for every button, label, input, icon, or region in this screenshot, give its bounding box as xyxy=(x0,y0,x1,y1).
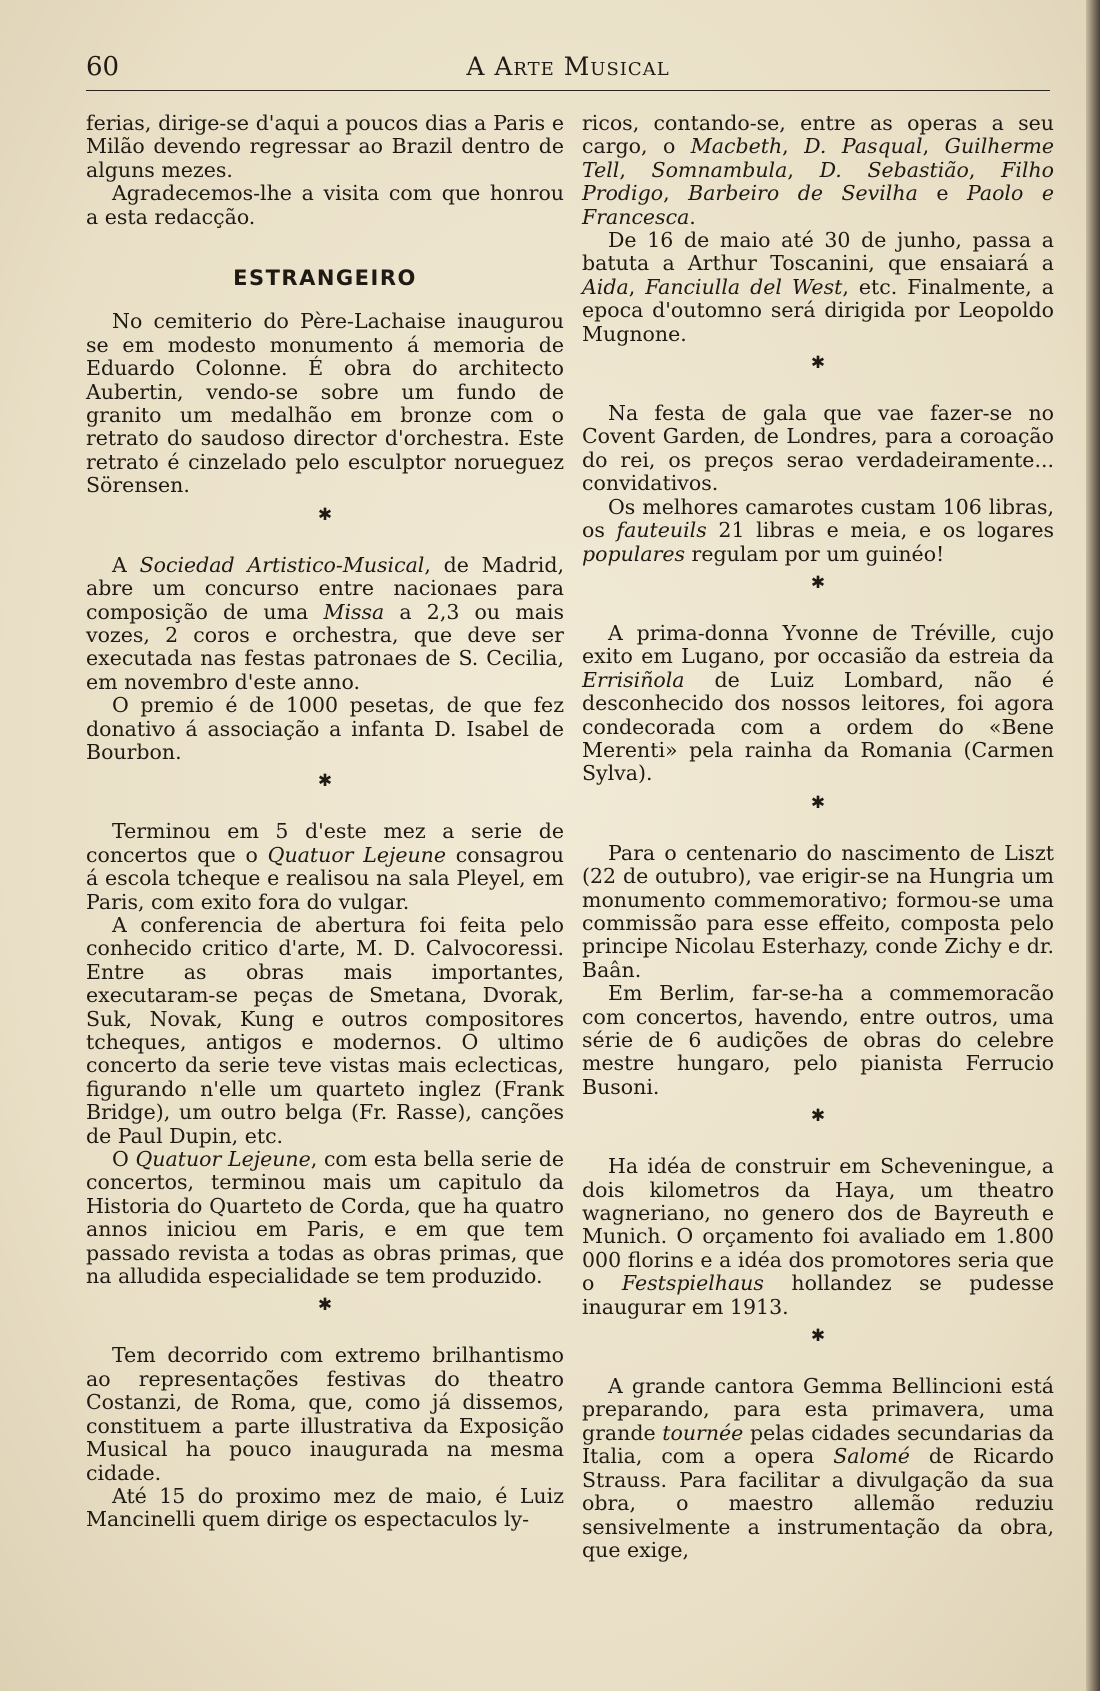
asterism-separator: ✱ xyxy=(810,1106,826,1127)
asterism-separator: ✱ xyxy=(810,353,826,374)
paragraph: A Sociedad Artistico-Musical, de Madrid, abre um concurso entre nacionaes para composição de uma Missa a 2,3 ou mais vozes, 2 coros e orchestra, que deve ser executada nas festas patronaes de S. Cecilia, em novembro d'este anno. xyxy=(86,552,564,694)
paragraph: No cemiterio do Père-Lachaise inaugurou se em modesto monumento á memoria de Eduardo Colonne. É obra do architecto Aubertin, vendo-se sobre um fundo de granito um medalhão em bronze com o retrato do saudoso director d'orchestra. Este retrato é cinzelado pelo esculptor norueguez Sörensen. xyxy=(86,309,564,498)
paragraph: Em Berlim, far-se-ha a commemoracão com concertos, havendo, entre outros, uma série de 6 audições de obras do celebre mestre hungaro, pelo pianista Ferrucio Busoni. xyxy=(582,981,1054,1099)
asterism-separator: ✱ xyxy=(810,1326,826,1347)
paragraph: O Quatuor Lejeune, com esta bella serie de concertos, terminou mais um capitulo da Historia do Quarteto de Corda, que ha quatro annos iniciou em Paris, e em que tem passado revista a todas as obras primas, que na alludida especialidade se tem produzido. xyxy=(86,1147,564,1289)
paragraph: Terminou em 5 d'este mez a serie de concertos que o Quatuor Lejeune consagrou á escola tcheque e realisou na sala Pleyel, em Paris, com exito fora do vulgar. xyxy=(86,819,564,914)
right-column xyxy=(582,112,1054,1562)
page-header xyxy=(86,46,1050,86)
asterism-separator: ✱ xyxy=(810,792,826,813)
paragraph: A grande cantora Gemma Bellincioni está preparando, para esta primavera, uma grande tournée pelas cidades secundarias da Italia, com a opera Salomé de Ricardo Strauss. Para facilitar a divulgação da sua obra, o maestro allemão reduziu sensivelmente a instrumentação da obra, que exige, xyxy=(582,1374,1055,1562)
paragraph: Agradecemos-lhe a visita com que honrou a esta redacção. xyxy=(86,181,564,229)
left-column xyxy=(86,112,564,1532)
page-number: 60 xyxy=(86,52,120,82)
paragraph: Os melhores camarotes custam 106 libras, os fauteuils 21 libras e meia, e os logares populares regulam por um guinéo! xyxy=(582,494,1054,566)
paragraph: A prima-donna Yvonne de Tréville, cujo exito em Lugano, por occasião da estreia da Errisiñola de Luiz Lombard, não é desconhecido dos nossos leitores, foi agora condecorada com a ordem do «Bene Merenti» pela rainha da Romania (Carmen Sylva). xyxy=(582,620,1054,786)
paragraph: Tem decorrido com extremo brilhantismo ao representações festivas do theatro Costanzi, de Roma, que, como já dissemos, constituem a parte illustrativa da Exposição Musical ha pouco inaugurada na mesma cidade. xyxy=(86,1343,564,1485)
asterism-separator: ✱ xyxy=(810,572,826,593)
paragraph: ferias, dirige-se d'aqui a poucos dias a Paris e Milão devendo regressar ao Brazil dentro de alguns mezes. xyxy=(86,111,564,182)
header-rule xyxy=(86,90,1050,91)
page-edge-shadow xyxy=(1086,0,1100,1691)
asterism-separator: ✱ xyxy=(317,504,333,525)
paragraph: Na festa de gala que vae fazer-se no Covent Garden, de Londres, para a coroação do rei, os preços serao verdadeiramente... convidativos. xyxy=(582,401,1054,496)
paragraph: A conferencia de abertura foi feita pelo conhecido critico d'arte, M. D. Calvocoressi. Entre as obras mais importantes, executaram-se peças de Smetana, Dvorak, Suk, Novak, Kung e outros compositores tcheques, antigos e modernos. O ultimo concerto da serie teve vistas mais eclecticas, figurando n'elle um quarteto inglez (Frank Bridge), um outro belga (Fr. Rasse), canções de Paul Dupin, etc. xyxy=(86,912,564,1148)
paragraph: O premio é de 1000 pesetas, de que fez donativo á associação a infanta D. Isabel de Bourbon. xyxy=(86,693,564,764)
asterism-separator: ✱ xyxy=(317,1295,333,1316)
paragraph: Ha idéa de construir em Scheveningue, a dois kilometros da Haya, um theatro wagneriano, no genero dos de Bayreuth e Munich. O orçamento foi avaliado em 1.800 000 florins e a idéa dos promotores seria que o Festspielhaus hollandez se pudesse inaugurar em 1913. xyxy=(582,1154,1055,1319)
section-heading: ESTRANGEIRO xyxy=(233,266,417,291)
paragraph: De 16 de maio até 30 de junho, passa a batuta a Arthur Toscanini, que ensaiará a Aida, Fanciulla del West, etc. Finalmente, a epoca d'outomno será dirigida por Leopoldo Mugnone. xyxy=(582,228,1054,346)
paragraph: Para o centenario do nascimento de Liszt (22 de outubro), vae erigir-se na Hungria um monumento commemorativo; formou-se uma commissão para esse effeito, composta pelo principe Nicolau Esterhazy, conde Zichy e dr. Baân. xyxy=(582,840,1054,982)
running-title: A Arte Musical xyxy=(466,52,670,81)
paragraph: ricos, contando-se, entre as operas a seu cargo, o Macbeth, D. Pasqual, Guilherme Tell, Somnambula, D. Sebastião, Filho Prodigo, Barbeiro de Sevilha e Paolo e Francesca. xyxy=(582,111,1054,229)
paragraph: Até 15 do proximo mez de maio, é Luiz Mancinelli quem dirige os espectaculos ly- xyxy=(86,1483,564,1532)
asterism-separator: ✱ xyxy=(317,771,333,792)
